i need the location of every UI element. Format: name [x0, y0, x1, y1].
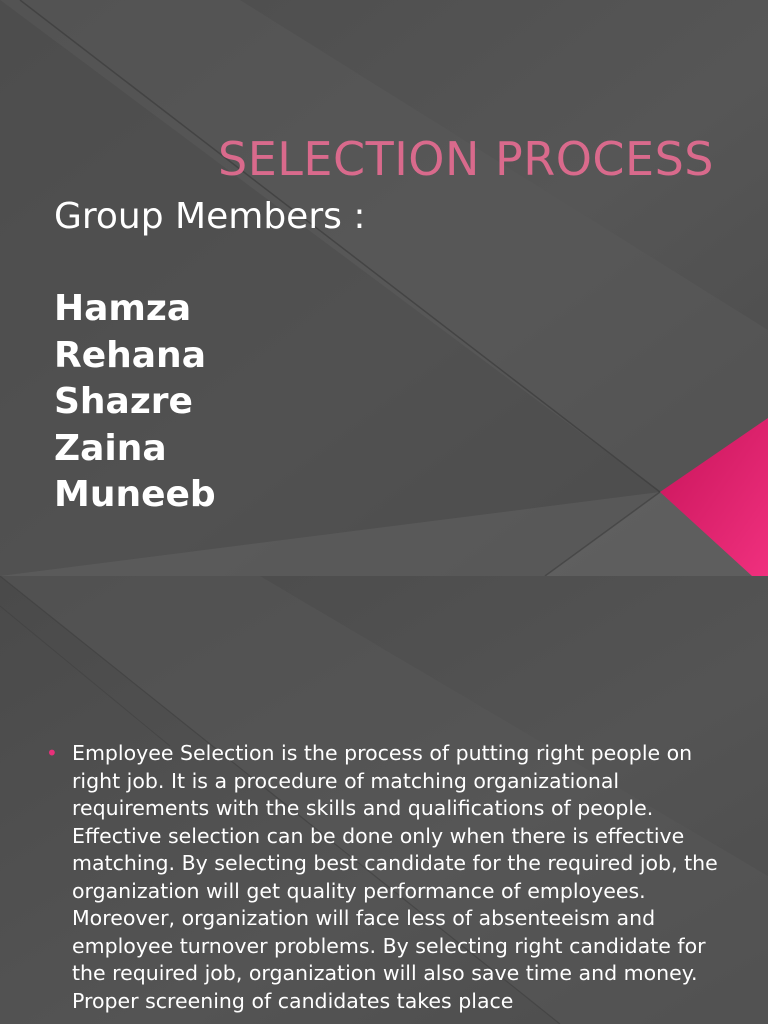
member-list	[54, 286, 216, 519]
member-name: Shazre	[54, 381, 193, 422]
member-name: Rehana	[54, 334, 206, 376]
group-members-label: Group Members :	[54, 196, 366, 237]
bullet-icon: •	[46, 741, 58, 765]
bullet-paragraph: Employee Selection is the process of putting right people on right job. It is a procedure of matching organizational requirements with the skills and qualifications of people. Effective selection can be done only when there is effective matching. By selecting best candidate for the required job, the organization will get quality performance of employees. Moreover, organization will face less of absenteeism and employee turnover problems. By selecting right candidate for the required job, organization will also save time and money. Proper screening of candidates takes place	[72, 741, 718, 1013]
content-slide	[0, 576, 768, 1024]
member-name: Hamza	[54, 288, 192, 329]
member-name: Zaina	[54, 427, 167, 469]
slide-title: SELECTION PROCESS	[218, 132, 714, 186]
member-name: Muneeb	[54, 474, 216, 515]
